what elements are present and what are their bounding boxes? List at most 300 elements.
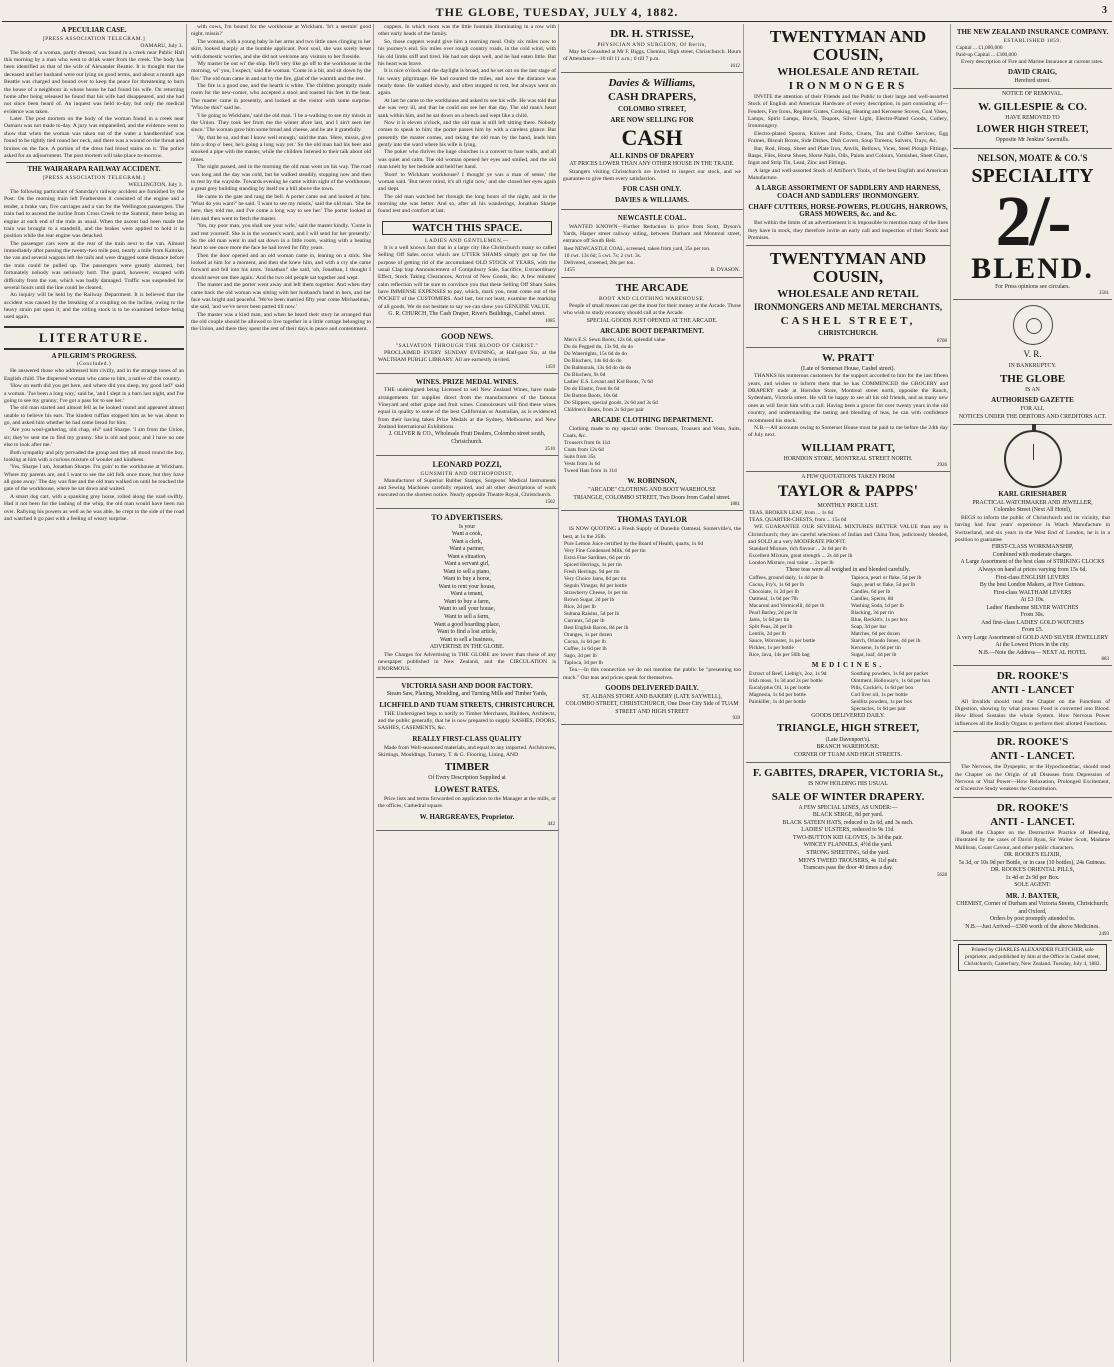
list-item: And first-class LADIES' GOLD WATCHES bbox=[981, 619, 1084, 626]
ad-subheading: IRONMONGERS bbox=[788, 79, 908, 92]
list-item: Sauce, Worcester, 1s per bottle bbox=[749, 638, 816, 645]
list-item: Currants, 5d per lb bbox=[564, 618, 605, 625]
advertisement-gabites bbox=[746, 763, 950, 881]
ad-medicine-list bbox=[746, 671, 950, 713]
ad-list bbox=[564, 246, 740, 267]
advertisement-twentyman-cousin bbox=[746, 24, 950, 246]
advertisement-davies bbox=[561, 73, 743, 210]
ad-body: It is a well known fact that in a large city like Christchurch many so called Selling Off Sales occur which are UTTER SHAMS simply got up for the purpose of getting rid of the accumulated OLD STOCK of YEARS, with the usual Clap trap Announcement of Compulsory Sale, Sacrifice, Extraordinary Effect, Stock Taking Clearances, Arrival of New Goods, &c. A few minutes' calm reflection will be sure to convince you that these Selling Off Sham Sales have IMMENSE EXPENSES to pay, which, mark you, must come out of the POCKET of the CUSTOMERS. And last, but not least, examine the marking of all goods. We do not hesitate to say we can show you GENUINE VALUE. bbox=[378, 244, 556, 310]
list-item: Rice, Java, 14s per 50lb bag bbox=[749, 652, 810, 659]
list-item: Coats from 12s 6d bbox=[564, 447, 604, 454]
ad-body: THE undersigned being Licensed to sell New Zealand Wines, have made arrangements for supplies direct from the manufacturers of the famous Vineyard and other grape and fruit wines. Connoisseurs will find these wines equal in quality to some of the best Californian or Australian, as is evidenced from their having taken Prize Medals at the Sydney, Melbourne, and New Zealand International Exhibitions. bbox=[378, 387, 556, 431]
ad-highlight: ALL KINDS OF DRAPERY bbox=[609, 151, 695, 160]
ad-address: COLOMBO STREET, bbox=[618, 105, 686, 114]
list-item: Ladies' Handsome SILVER WATCHES bbox=[986, 604, 1079, 611]
story-paragraph: He came to the gate and rang the bell. A porter came out and looked at him. 'What do you want?' he said. 'I want to see my missis,' said the old man. 'She be here, they told me, and I've come a long way to see her.' The porter looked at him and then went to fetch the master. bbox=[191, 193, 371, 222]
list-item: Tapioca, pearl or flake, 5d per lb bbox=[851, 574, 922, 581]
list-item: Soothing powders, 1s 6d per packet bbox=[851, 670, 928, 677]
ad-body: Bar, Rod, Hoop, Sheet and Plate Iron, Anvils, Bellows, Vices, Steel Plough Fittings, Rasps, Files, Horse Shoes, Horse Nails, Oils, Paints and Colours, Varnishes, Sheet Glass, Ingot and Strip Tin, Lead, Zinc and Fittings. bbox=[748, 145, 948, 167]
list-item: Strawberry Cheese, 1s per tin bbox=[564, 590, 628, 597]
list-item: Tapioca, 3d per lb bbox=[564, 660, 603, 667]
ad-highlight: REALLY FIRST-CLASS QUALITY bbox=[412, 734, 522, 743]
ad-text: NOTICES UNDER THE DEBTORS AND CREDITORS ACT. bbox=[958, 413, 1107, 420]
ad-number: 5628 bbox=[937, 872, 947, 878]
ad-text: IS AN bbox=[1025, 386, 1040, 393]
ad-heading: TAYLOR & PAPPS' bbox=[777, 482, 919, 500]
list-item: TEAS, QUARTER-CHESTS, from ... 15s 6d bbox=[749, 517, 847, 524]
list-item: Pearl Barley, 2d per lb bbox=[749, 610, 798, 616]
list-item: Sugar, loaf, 4d per lb bbox=[851, 652, 897, 659]
list-item: Lentils, 2d per lb bbox=[749, 631, 786, 638]
list-item: Standard Mixture, rich flavour ... 2s 6d per lb bbox=[749, 546, 847, 553]
list-item: Want a partner, bbox=[449, 546, 485, 553]
list-item: Want to buy a farm, bbox=[443, 598, 491, 605]
list-item: From 30s. bbox=[1020, 612, 1045, 619]
ad-subheading: "SALVATION THROUGH THE BLOOD OF CHRIST." bbox=[395, 342, 539, 349]
article-heading: THE WAIRARAPA RAILWAY ACCIDENT. bbox=[27, 165, 161, 174]
ad-heading: DR. ROOKE'S bbox=[996, 736, 1069, 749]
list-item: Vests from 3s 6d bbox=[564, 461, 601, 468]
list-item: Trousers from 6s 11d bbox=[564, 440, 610, 447]
list-item: Paid-up Capital ... £300,000 bbox=[956, 51, 1017, 58]
list-item: Pure Lemon Juice certified by the Board of Health, quarts, 1s 6d bbox=[564, 540, 704, 547]
ad-subheading: IN BANKRUPTCY. bbox=[1008, 363, 1057, 370]
story-paragraph: It is nice o'clock and the daylight is broad, and he set out on the last stage of his weary pilgrimage. He had counted the miles, and now the distance was nearly done. He walked slowly, and often stopped to rest, but always went on again. bbox=[378, 68, 556, 97]
ad-section: MEDICINES. bbox=[811, 661, 885, 670]
ad-list-left bbox=[749, 575, 845, 659]
ad-body: BEGS to inform the public of Christchurch and its vicinity, that having had four years' experience in Watch Manufacture in Switzerland, and six years in the West End of London, he is in a position to guarantee bbox=[955, 514, 1110, 543]
ad-signature: J. OLIVER & CO., Wholesale Fruit Dealers, Colombo street south, Christchurch. bbox=[388, 431, 546, 445]
advertisement-to-advertisers bbox=[376, 509, 558, 678]
ad-address: LOWER HIGH STREET, bbox=[976, 124, 1089, 136]
list-item: Candles, Sperm, 8d bbox=[851, 595, 894, 602]
list-item: Painkiller, 1s 4d per bottle bbox=[749, 698, 806, 705]
list-item: Children's Boots, from 2s 6d per pair bbox=[564, 406, 644, 413]
list-item: LADIES' ULSTERS, reduced to 9s 11d. bbox=[801, 827, 895, 834]
ad-number: 3561 bbox=[1099, 291, 1109, 297]
list-item: TWO-BUTTON KID GLOVES, 1s 3d the pair. bbox=[792, 834, 904, 841]
ad-number: 2510 bbox=[545, 446, 555, 452]
story-paragraph: The master was a kind man, and when he heard their story he arranged that the old couple should be allowed to live together in a little cottage belonging to the Union, and there they spent the rest of their days in peace and contentment. bbox=[191, 311, 371, 333]
ad-body: All Invalids should read the Chapter on the Functions of Digestion, showing by what process Food is converted into Blood. How Blood Sustains the whole System. How Nervous Power influences all the Bodily Organs to perform their allotted Functions. bbox=[955, 698, 1110, 727]
ad-agent: MR. J. BAXTER, bbox=[1005, 891, 1060, 900]
list-item: London Mixture, real value ... 2s per lb bbox=[749, 560, 834, 567]
masthead bbox=[2, 2, 1112, 22]
ad-product: DR. ROOKE'S ORIENTAL PILLS, bbox=[990, 867, 1075, 874]
list-item: Spectacles, 1s 6d per pair bbox=[851, 705, 906, 712]
ad-body: IS NOW QUOTING a Fresh Supply of Dunedin Oatmeal, Somerville's, the best, at 1s the 25lb. bbox=[563, 526, 741, 540]
article-heading: A PECULIAR CASE. bbox=[61, 26, 127, 34]
ad-body: THE Undersigned begs to notify to Timber Merchants, Builders, Architects, and the public generally, that he is now prepared to supply SASHES, DOORS, SASHES, CASEMENTS, &c. bbox=[378, 710, 556, 732]
list-item: STRONG SHEETING, 6d the yard. bbox=[806, 850, 890, 857]
list-item: Delivered, screened, 28s per ton. bbox=[564, 259, 635, 266]
advertisement-rooke-3 bbox=[953, 798, 1112, 941]
ad-subheading: ESTABLISHED 1859. bbox=[1003, 37, 1062, 44]
ad-subheading: "ARCADE" CLOTHING AND BOOT WAREHOUSE bbox=[588, 487, 716, 494]
column-6 bbox=[953, 24, 1112, 1362]
advertisement-pozzi bbox=[376, 456, 558, 509]
ad-number: 883 bbox=[1101, 657, 1109, 663]
ad-heading: THE GLOBE bbox=[999, 372, 1066, 385]
list-item: Best English Bacon, 8d per lb bbox=[564, 625, 629, 632]
ad-heading: WINES. PRIZE MEDAL WINES. bbox=[415, 377, 519, 386]
ad-note: These teas were all weighed in and blended carefully. bbox=[785, 567, 911, 574]
ad-price: 1s 4d or 2s 9d per Box. bbox=[1005, 874, 1060, 881]
list-item: Coffee, 1s 6d per lb bbox=[564, 646, 607, 653]
ad-number: 1459 bbox=[545, 364, 555, 370]
ad-subheading: ANTI - LANCET bbox=[991, 684, 1074, 697]
list-item: Very Choice Jams, 8d per tin bbox=[564, 576, 627, 583]
ad-list-right bbox=[851, 671, 947, 713]
story-paragraph: The woman, with a young baby in her arms and two little ones clinging to her skirt, looked sharply at the humble applicant. Poor soul, she was sorely beset with domestic worries, and she did not welcome any visitors to her fireside. bbox=[191, 38, 371, 60]
story-paragraph: 'Yes, my poor man, you shall see your wife,' said the master kindly. 'Come in and rest yourself. She is in the women's ward, and I will send for her presently.' So the old man went in and sat down in a little room, waiting with a beating heart to see once more the face he had loved for fifty years. bbox=[191, 223, 371, 252]
list-item: Ointment, Holloway's, 1s 6d per box bbox=[851, 677, 931, 684]
list-item: Eucalyptus Oil, 1s per bottle bbox=[749, 684, 811, 691]
ad-list bbox=[564, 440, 740, 475]
pocket-watch-icon bbox=[1004, 430, 1062, 488]
ad-intro: A FEW QUOTATIONS TAKEN FROM bbox=[801, 474, 895, 481]
ad-speciality: SPECIALITY bbox=[971, 164, 1094, 187]
advertisement-thomas-taylor bbox=[561, 511, 743, 725]
ad-signature: G. R. CHURCH, The Cash Draper, River's Buildings, Cashel street. bbox=[388, 311, 546, 318]
list-item: Tweed Hats from 1s 11d bbox=[564, 468, 617, 475]
list-item: Candles, 6d per lb bbox=[851, 588, 891, 595]
list-item: BLACK SATEEN HATS, reduced to 2s 6d, and 3s each. bbox=[782, 819, 914, 826]
list-item: Want to sell a farm, bbox=[444, 614, 490, 620]
list-item: Soap, 3d per bar bbox=[851, 624, 887, 631]
ad-highlight: A LARGE ASSORTMENT OF SADDLERY AND HARNESS, COACH AND SADDLERS' IRONMONGERY. bbox=[755, 184, 941, 201]
story-paragraph: Both sympathy and pity pervaded the group and they all stood round the boy, looking at him with a curious mixture of wonder and kindness. bbox=[4, 449, 184, 463]
list-item: Want to find a lost article, bbox=[436, 629, 498, 636]
ad-note: N.B.—Just Arrived—£300 worth of the above Medicines. bbox=[965, 923, 1100, 930]
ad-body: People of small means can get the most for their money at the Arcade. Those who wish to study economy should call at the Arcade. bbox=[563, 302, 741, 317]
story-paragraph: 'How on earth did you get here, and where did you sleep, my good lad?' said a woman. 'I'se been a long way,' said he, 'and I slept in a barn last night, and I'se going to see my granny; I've got a pass for to see her.' bbox=[4, 383, 184, 404]
ad-city: CHRISTCHURCH. bbox=[818, 329, 878, 338]
list-item: Pickles, 1s per bottle bbox=[749, 645, 794, 652]
ad-address: ST. ALBANS STORE AND BAKERY (LATE SAYWELL), bbox=[582, 693, 722, 700]
advertisement-wines bbox=[376, 374, 558, 456]
story-paragraph: coppers. In which room was the little fountain illuminating in a row with other early heads of the family. bbox=[378, 24, 556, 38]
ad-highlight: SALE OF WINTER DRAPERY. bbox=[771, 790, 925, 803]
list-item: Always on hand at prices varying from 15s 6d. bbox=[978, 566, 1087, 573]
list-item: Seidlitz powders, 1s per box bbox=[851, 698, 913, 705]
column-3 bbox=[376, 24, 559, 1362]
ad-cash: CASH bbox=[621, 125, 683, 151]
ad-number: 1881 bbox=[730, 502, 740, 508]
ad-price: 5s 3d, or 10s 9d per Bottle, or in case (10 bottles), 24s Guineas. bbox=[958, 859, 1107, 866]
masthead-title: THE GLOBE, TUESDAY, JULY 4, 1882. bbox=[435, 5, 679, 19]
list-item: Spiced Herrings, 1s per tin bbox=[564, 562, 622, 569]
article-paragraph: The following particulars of Saturday's railway accident are furnished by the Post: On the morning train left Featherston it consisted of the engine and a tender, a brake van, five carriages and a van for the Wellington passengers. The train had to ascend the incline from Cross Creek to the Summit, there being an engine at each end of the train as usual. When the ascent had been made the train was brought to a standstill, and the brakes were applied to hold it in position while the rear engine was detached. bbox=[4, 189, 184, 240]
list-item: Irish moss, 1s 3d and 2s per bottle bbox=[749, 677, 823, 684]
ad-signature: W. ROBINSON, bbox=[627, 477, 677, 486]
advertisement-arcade bbox=[561, 278, 743, 512]
story-paragraph: The old man watched her through the long hours of the night, and in the morning she was better. And so, after all his wanderings, Jonathan Sharpe found rest and comfort at last. bbox=[378, 193, 556, 215]
ad-number: 2493 bbox=[1099, 931, 1109, 937]
list-item: Blue, Reckitt's, 1s per box bbox=[851, 617, 908, 624]
advertisement-taylor-papps bbox=[746, 472, 950, 763]
ad-heading: THE NEW ZEALAND INSURANCE COMPANY. bbox=[956, 28, 1109, 36]
list-item: Want a servant girl, bbox=[444, 561, 490, 568]
ad-address: Hereford street. bbox=[1014, 77, 1051, 84]
list-item: Oranges, 1s per dozen bbox=[564, 632, 612, 639]
story-paragraph: The fire is a good one, and the hearth is white. The children promptly made room for the new-comer, who accepted a stool and toasted his feet in the heat. The master came in presently, and looked at the visitor with some surprise. 'Who be this?' said he. bbox=[191, 83, 371, 112]
ad-heading: DR. ROOKE'S bbox=[996, 801, 1069, 814]
advertisement-pratt bbox=[746, 348, 950, 473]
section-title: LITERATURE. bbox=[4, 326, 184, 350]
ad-subheading: Steam Saw, Planing, Moulding, and Turning Mills and Timber Yards, bbox=[386, 691, 548, 698]
ad-number: 1502 bbox=[545, 499, 555, 505]
list-item: Coffees, ground daily, 1s 4d per lb bbox=[749, 574, 824, 581]
list-item: By the best London Makers, at Five Guineas. bbox=[979, 582, 1086, 589]
royal-crest-icon bbox=[1013, 305, 1053, 345]
article-dateline: WELLINGTON, July 3. bbox=[128, 182, 183, 188]
ad-heading: THE ARCADE bbox=[615, 281, 689, 294]
ad-note: Combined with moderate charges. bbox=[992, 551, 1073, 558]
story-paragraph: The poker who thrives the huge churches is a convert to bare walls, and all was quiet and calm. The old woman opened her eyes and smiled, and the old man knelt by her bedside and held her hand. bbox=[378, 149, 556, 171]
ad-two-column-list bbox=[746, 575, 950, 659]
list-item: Cocoa, 1s 6d per lb bbox=[564, 639, 606, 646]
ad-subheading: ANTI - LANCET. bbox=[990, 750, 1075, 763]
list-item: Excellent Mixture, great strength ... 2s 4d per lb bbox=[749, 553, 853, 560]
list-item: MEN'S TWEED TROUSERS, 4s 11d pair. bbox=[798, 857, 898, 864]
ad-subheading: BOOT AND CLOTHING WAREHOUSE. bbox=[598, 295, 706, 302]
ad-heading: W. PRATT bbox=[822, 351, 874, 364]
ad-address: TRIANGLE, COLOMBO STREET, Two Doors from Cashel street. bbox=[573, 494, 731, 501]
list-item: Kerosene, 1s 6d per tin bbox=[851, 645, 901, 652]
ad-heading: NOTICE OF REMOVAL. bbox=[1002, 91, 1063, 98]
ad-signature: W. HARGREAVES, Proprietor. bbox=[419, 812, 515, 821]
ad-body: PROCLAIMED EVERY SUNDAY EVENING, at Half-past Six, at the WALTHAM PUBLIC LIBRARY. All are earnestly invited. bbox=[378, 349, 556, 364]
story-paragraph: 'Ay, that be so, and that I know well enough,' said the man. 'Here, missis, give him a drop o' beer, he's going a long way yet.' So the old man had his beer and smoked a pipe with the master, while the children listened to their talk about old times. bbox=[191, 134, 371, 163]
ad-note: N.B.—Note the Address— NEXT AL HOTEL bbox=[978, 649, 1087, 656]
ad-heading: KARL GRIESHABER bbox=[998, 490, 1067, 499]
list-item: Oatmeal, 1s 6d per 7lb bbox=[749, 595, 798, 602]
ad-address: COLOMBO STREET, CHRISTCHURCH, One Door City Side of TUAM STREET AND HIGH STREET bbox=[565, 701, 739, 715]
ad-blend: BLEND. bbox=[971, 251, 1094, 285]
story-paragraph: 'Are you wool-gathering, old chap, eh?' said Sharpe. 'I am from the Union, sir; they've sent me to find my granny. She is old and poor, and I have no one else to look after me.' bbox=[4, 427, 184, 449]
story-paragraph: with cows, I'm bound for the workhouse at Wickham. 'Is't a seemin' good night, missis?' bbox=[191, 24, 371, 38]
ad-heading: Davies & Williams, bbox=[608, 76, 696, 89]
ad-body: But within the limits of an advertisement it is impossible to mention many of the lines they have in stock, they therefore invite an early call and inspection of their Stock and Premises. bbox=[748, 220, 948, 241]
ad-highlight: AUTHORISED GAZETTE bbox=[991, 396, 1074, 405]
list-item: Pills, Cockle's, 1s 6d per box bbox=[851, 684, 914, 691]
ad-list bbox=[956, 45, 1109, 59]
advertisement-gillespie bbox=[953, 89, 1112, 149]
ad-body: WANTED KNOWN—Further Reduction in price from Scott, Dyson's Yards, Harper street railway siding, between Durham and Montreal street, entrance off South Belt. bbox=[563, 223, 741, 245]
list-item: Blacking, 3d per tin bbox=[851, 610, 894, 616]
list-item: Sultana Raisins, 5d per lb bbox=[564, 611, 620, 618]
ad-body: Clothing made to my special order. Overcoats, Trousers and Vests, Suits, Coats, &c. bbox=[563, 425, 741, 440]
column-2 bbox=[189, 24, 374, 1362]
ad-heading: DR. ROOKE'S bbox=[996, 670, 1069, 683]
ad-list bbox=[748, 805, 948, 865]
ad-body: INVITE the attention of their Friends and the Public to their large and well-assorted Stock of English and American Hardware of every description, in part consisting of— Fenders, Fire Irons, Register Grates, Cooking, Heating and Kerosene Stoves, Coal Vases, Lamps, Spirit Lamps, Bowls, Teapots, Silver Light, Electro-Plated Goods, Cutlery, Ironmongery. bbox=[748, 93, 948, 130]
list-item: Starch, Orlando Jones, 4d per lb bbox=[851, 638, 921, 645]
list-item: Sago, 3d per lb bbox=[564, 653, 597, 660]
ad-address: HORNDON STORE, MONTREAL STREET NORTH. bbox=[783, 455, 913, 462]
list-item: Do Bluchers, 9s 6d bbox=[564, 371, 606, 378]
list-item: Cod liver oil, 1s per bottle bbox=[851, 691, 908, 698]
ad-highlight: GOODS DELIVERED DAILY. bbox=[605, 684, 699, 692]
article-subheading: [PRESS ASSOCIATION TELEGRAM.] bbox=[42, 175, 146, 181]
ad-mixture-list bbox=[749, 546, 947, 567]
advertisement-nelson-moate bbox=[953, 149, 1112, 300]
ad-vr: V. R. bbox=[1023, 349, 1042, 360]
list-item: Do do Pegged do, 13s 9d, do do bbox=[564, 343, 634, 350]
list-item: Want to rent your house, bbox=[438, 583, 496, 590]
ad-timber: TIMBER bbox=[444, 761, 490, 774]
list-item: Want to sell your house, bbox=[438, 606, 496, 613]
ad-subheading: HAVE REMOVED TO bbox=[1005, 114, 1060, 121]
ad-branch: BRANCH WAREHOUSE: bbox=[816, 744, 880, 751]
list-item: At the Lowest Prices in the city. bbox=[995, 642, 1070, 649]
list-item: Extra Fine Sardines, 6d per tin bbox=[564, 555, 630, 561]
story-paragraph: The night passed, and in the morning the old man went on his way. The road was long and the day was cold, but he walked steadily, stopping now and then to rest by the wayside. Towards evening he came within sight of the workhouse, a great grey building standing by itself on a hill above the town. bbox=[191, 164, 371, 193]
ad-list bbox=[955, 567, 1110, 650]
list-item: Jams, 1s 6d per tin bbox=[749, 617, 790, 624]
ad-body: Read the Chapter on the Destructive Practice of Bleeding, illustrated by the cases of David Ryan, Sir Walter Scott, Madame Malibran, Count Cavour, and other public characters. bbox=[955, 829, 1110, 851]
ad-number: 442 bbox=[547, 822, 555, 828]
ad-lowest-rates: LOWEST RATES. bbox=[434, 784, 500, 794]
ad-subheading: IRONMONGERS AND METAL MERCHANTS, bbox=[753, 302, 943, 313]
article-paragraph: An inquiry will be held by the Railway Department. It is believed that the accident was caused by the breaking of a coupling on the incline, owing to the heavy strain put upon it, and the rolling stock is to be examined before being used again. bbox=[4, 292, 184, 321]
list-item: TEAS, BROKEN LEAF, from ... 1s 6d bbox=[749, 510, 834, 517]
ad-note: For Press opinions see circulars. bbox=[995, 283, 1070, 290]
ad-company: W. GILLESPIE & CO. bbox=[978, 100, 1087, 113]
ad-price-2s: 2/- bbox=[995, 180, 1070, 261]
article-subheading: [PRESS ASSOCIATION TELEGRAM.] bbox=[42, 35, 146, 42]
list-item: Sago, pearl or flake, 5d per lb bbox=[851, 581, 916, 588]
list-item: Ladies' E.S. Levant and Kid Boots, 7s 6d bbox=[564, 378, 653, 385]
page-number: 3 bbox=[1102, 5, 1108, 16]
ad-note: Tramcars pass the door 40 times a day. bbox=[803, 865, 893, 872]
ad-address: CORNER OF TUAM AND HIGH STREETS. bbox=[794, 751, 902, 758]
list-item: Want a good boarding place, bbox=[433, 621, 501, 628]
ad-heading: TWENTYMAN AND COUSIN, bbox=[769, 249, 927, 287]
list-item: Do Slippers, special goods, 2s 6d and 3s 6d bbox=[564, 399, 658, 406]
ad-number: 1612 bbox=[730, 63, 740, 69]
list-item: Want to sell a business, bbox=[439, 636, 495, 643]
ad-list-left bbox=[749, 671, 845, 713]
ad-body: THANKS his numerous customers for the support accorded to him for the last fifteen years, and wishes to inform them that he has COMMENCED the GROCERY and DRAPERY trade at Horndon Store, Montreal street north, opposite the Ranch, Sydenham, Victoria street. He will be happy to see all his old friends, and as many new ones as will favor him with a call. Having been a grocer for over twenty years in the old country, and understanding the tasting and blending of teas, he can with confidence recommend his stock. bbox=[748, 373, 948, 424]
ad-body: Every description of Fire and Marine Insurance at current rates. bbox=[961, 58, 1104, 65]
list-item: Is your bbox=[458, 523, 476, 530]
ad-signature: DAVID CRAIG, bbox=[1008, 68, 1057, 77]
ad-body: Electro-plated Spoons, Knives and Forks, Cruets, Tea and Coffee Services, Egg Frames, Biscuit Boxes, Side Dishes, Dish Covers, Soup Tureens, Salvers, Trays, &c. bbox=[748, 130, 948, 145]
column-1 bbox=[2, 24, 187, 1362]
ad-body: N.B.—All accounts owing to Somerset House must be paid to me before the 24th day of July next. bbox=[748, 424, 948, 439]
divider bbox=[6, 162, 182, 163]
ad-subheading: WHOLESALE AND RETAIL bbox=[777, 287, 919, 300]
list-item: Do Bluchers, 14s 6d do do bbox=[564, 357, 622, 364]
ad-heading: DR. H. STRISSE, bbox=[610, 28, 694, 40]
ad-subheading: LADIES AND GENTLEMEN,— bbox=[425, 237, 509, 244]
ad-body: Price lists and terms forwarded on application to the Manager at the mills, or the offices, Cathedral square. bbox=[378, 795, 556, 810]
list-item: Magnesia, 1s 6d per bottle bbox=[749, 691, 807, 698]
ad-body: A large and well-assorted Stock of Artificer's Tools, of the best English and American Manufacture. bbox=[748, 167, 948, 181]
ad-list bbox=[564, 337, 740, 414]
ad-body: Tea.—In this connection we do not mention the public be "presenting too much." Our teas and prices speak for themselves. bbox=[563, 667, 741, 681]
ad-body: May be Consulted at Mr F. Biggs, Chemist, High street, Christchurch. Hours of Attendance—10 till 11 a.m.; 6 till 7 p.m. bbox=[563, 49, 741, 63]
list-item: Want a clerk, bbox=[451, 538, 483, 545]
list-item: Want to sell a piano, bbox=[443, 568, 491, 575]
ad-heading: TWENTYMAN AND COUSIN, bbox=[769, 27, 927, 64]
ad-highlight: FOR CASH ONLY. bbox=[622, 185, 682, 194]
list-item: Want a tenant, bbox=[450, 591, 484, 598]
story-paragraph: 'My master be out wi' the ship. He'll very like go off to the workhouse in the morning, wi' you, I expect,' said the woman. 'Come in a bit, and sit down by the fire.' The old man came in and sat by the fire, glad of the warmth and the rest. bbox=[191, 60, 371, 82]
advertisement-newcastle-coal bbox=[561, 210, 743, 278]
advertisement-gazette bbox=[953, 300, 1112, 425]
newspaper-page bbox=[2, 2, 1112, 1364]
list-item: Suits from 35s bbox=[564, 454, 596, 461]
list-item: Cocoa, Fry's, 1s 6d per lb bbox=[749, 581, 805, 588]
ad-number: 939 bbox=[732, 716, 740, 722]
list-item: First-class ENGLISH LEVERS bbox=[995, 574, 1070, 581]
ad-heading: LEONARD POZZI, bbox=[432, 459, 502, 469]
list-item: Very Fine Condensed Milk, 6d per tin bbox=[564, 547, 646, 554]
list-item: Fresh Herrings, 9d per tin bbox=[564, 569, 620, 576]
list-item: A very Large Assortment of GOLD AND SILVER JEWELLERY bbox=[956, 634, 1109, 641]
advertisement-nz-insurance bbox=[953, 24, 1112, 89]
ad-subheading: (Late Davenport's). bbox=[825, 736, 871, 743]
ad-number: 2926 bbox=[937, 463, 947, 469]
ad-signature: DAVIES & WILLIAMS. bbox=[615, 196, 689, 205]
ad-heading: NEWCASTLE COAL. bbox=[617, 213, 687, 222]
ad-signature: B. DYASON. bbox=[710, 266, 740, 273]
article-paragraph: The passenger cars were at the rear of the train next to the van. Almost immediately after passing the twenty-two mile post, nearly a mile from Kaitoke, the van and several wagons left the rails and were dragged some distance before the train could be pulled up. The passengers were greatly alarmed, but fortunately nobody was seriously hurt. The guard, however, escaped with difficulty from the van, which was badly damaged. Traffic was suspended for several hours until the line could be cleared. bbox=[4, 240, 184, 291]
ad-highlight: GOODS DELIVERED DAILY. bbox=[811, 712, 885, 719]
ad-highlight: FIRST-CLASS WORKMANSHIP, bbox=[991, 544, 1074, 551]
ad-text: FOR ALL bbox=[1020, 406, 1045, 413]
list-item: At £3 10s. bbox=[1020, 597, 1045, 604]
list-item: Do do Elastic, from 8s 6d bbox=[564, 385, 620, 392]
ad-signature: WILLIAM PRATT, bbox=[801, 441, 895, 454]
ad-heading: NELSON, MOATE & CO.'S bbox=[977, 153, 1088, 163]
ad-subheading: MONTHLY PRICE LIST. bbox=[817, 502, 879, 509]
advertisement-rooke-2 bbox=[953, 732, 1112, 798]
ad-note: Orders by post promptly attended to. bbox=[989, 916, 1076, 923]
story-paragraph: A smart dog cart, with a spanking grey horse, rolled along the road swiftly. Had it not been for the lashing of the whip, the old man would have been run over. Rallying his powers as well as he was able, he crept to the side of the road and watched it go past with a feeling of weary surprise. bbox=[4, 493, 184, 522]
list-item: Capital ... £1,000,000 bbox=[956, 44, 1003, 51]
advertisement-rooke-1 bbox=[953, 666, 1112, 732]
ad-heading: F. GABITES, DRAPER, VICTORIA St., bbox=[752, 767, 944, 780]
list-item: BLACK SERGE, 8d per yard. bbox=[812, 812, 884, 819]
list-item: Men's E.S. Sewn Boots, 12s 6d, splendid value bbox=[564, 336, 666, 343]
advertisement-good-news bbox=[376, 328, 558, 374]
ad-address: CASHEL STREET, bbox=[780, 314, 916, 327]
story-paragraph: The old man started and almost fell as he looked round and appeared almost unable to believe his ears. The kindest ruffian stopped him as he was about to go, and asked him whether he had some bread for him. bbox=[4, 405, 184, 427]
list-item: A FEW SPECIAL LINES, AS UNDER:— bbox=[798, 804, 898, 811]
ad-highlight: ARE NOW SELLING FOR bbox=[610, 115, 694, 124]
list-item: WINCEY FLANNELS, 4½d the yard. bbox=[803, 842, 893, 849]
ad-heading: WATCH THIS SPACE. bbox=[382, 221, 552, 235]
story-paragraph: 'I be going to Wickham,' said the old man. 'I be a-walking to see my missis at the Union. They took her from me the winter afore last, and I ain't seen her since.' The woman gave him some bread and cheese, and he ate it gratefully. bbox=[191, 112, 371, 134]
ad-subheading: CASH DRAPERS, bbox=[607, 90, 696, 103]
column-5 bbox=[746, 24, 951, 1362]
article-dateline: OAMARU, July 3. bbox=[140, 42, 183, 49]
ad-list-right bbox=[851, 575, 947, 659]
list-item: Macaroni and Vermicelli, 4d per lb bbox=[749, 602, 825, 609]
story-paragraph: He answered those who addressed him civilly, and in the strange tones of an English child. The dispersed woman who came to him, a native of this country. bbox=[4, 368, 184, 382]
column-4 bbox=[561, 24, 744, 1362]
story-paragraph: Now it is eleven o'clock, and the old man is still left sitting there. Nobody comes to speak to him; the porter passes him by with a careless glance. But presently the master comes, and taking the old man by the hand, leads him gently into the ward where his wife is lying. bbox=[378, 119, 556, 148]
list-item: Brown Sugar, 2d per lb bbox=[564, 597, 615, 604]
list-item: Washing Soda, 1d per lb bbox=[851, 602, 904, 609]
list-item: First-class WALTHAM LEVERS bbox=[993, 589, 1072, 596]
ad-note: Opposite Mr Jenkins' Sawmills. bbox=[995, 137, 1070, 144]
ad-subheading: WHOLESALE AND RETAIL bbox=[777, 65, 919, 78]
